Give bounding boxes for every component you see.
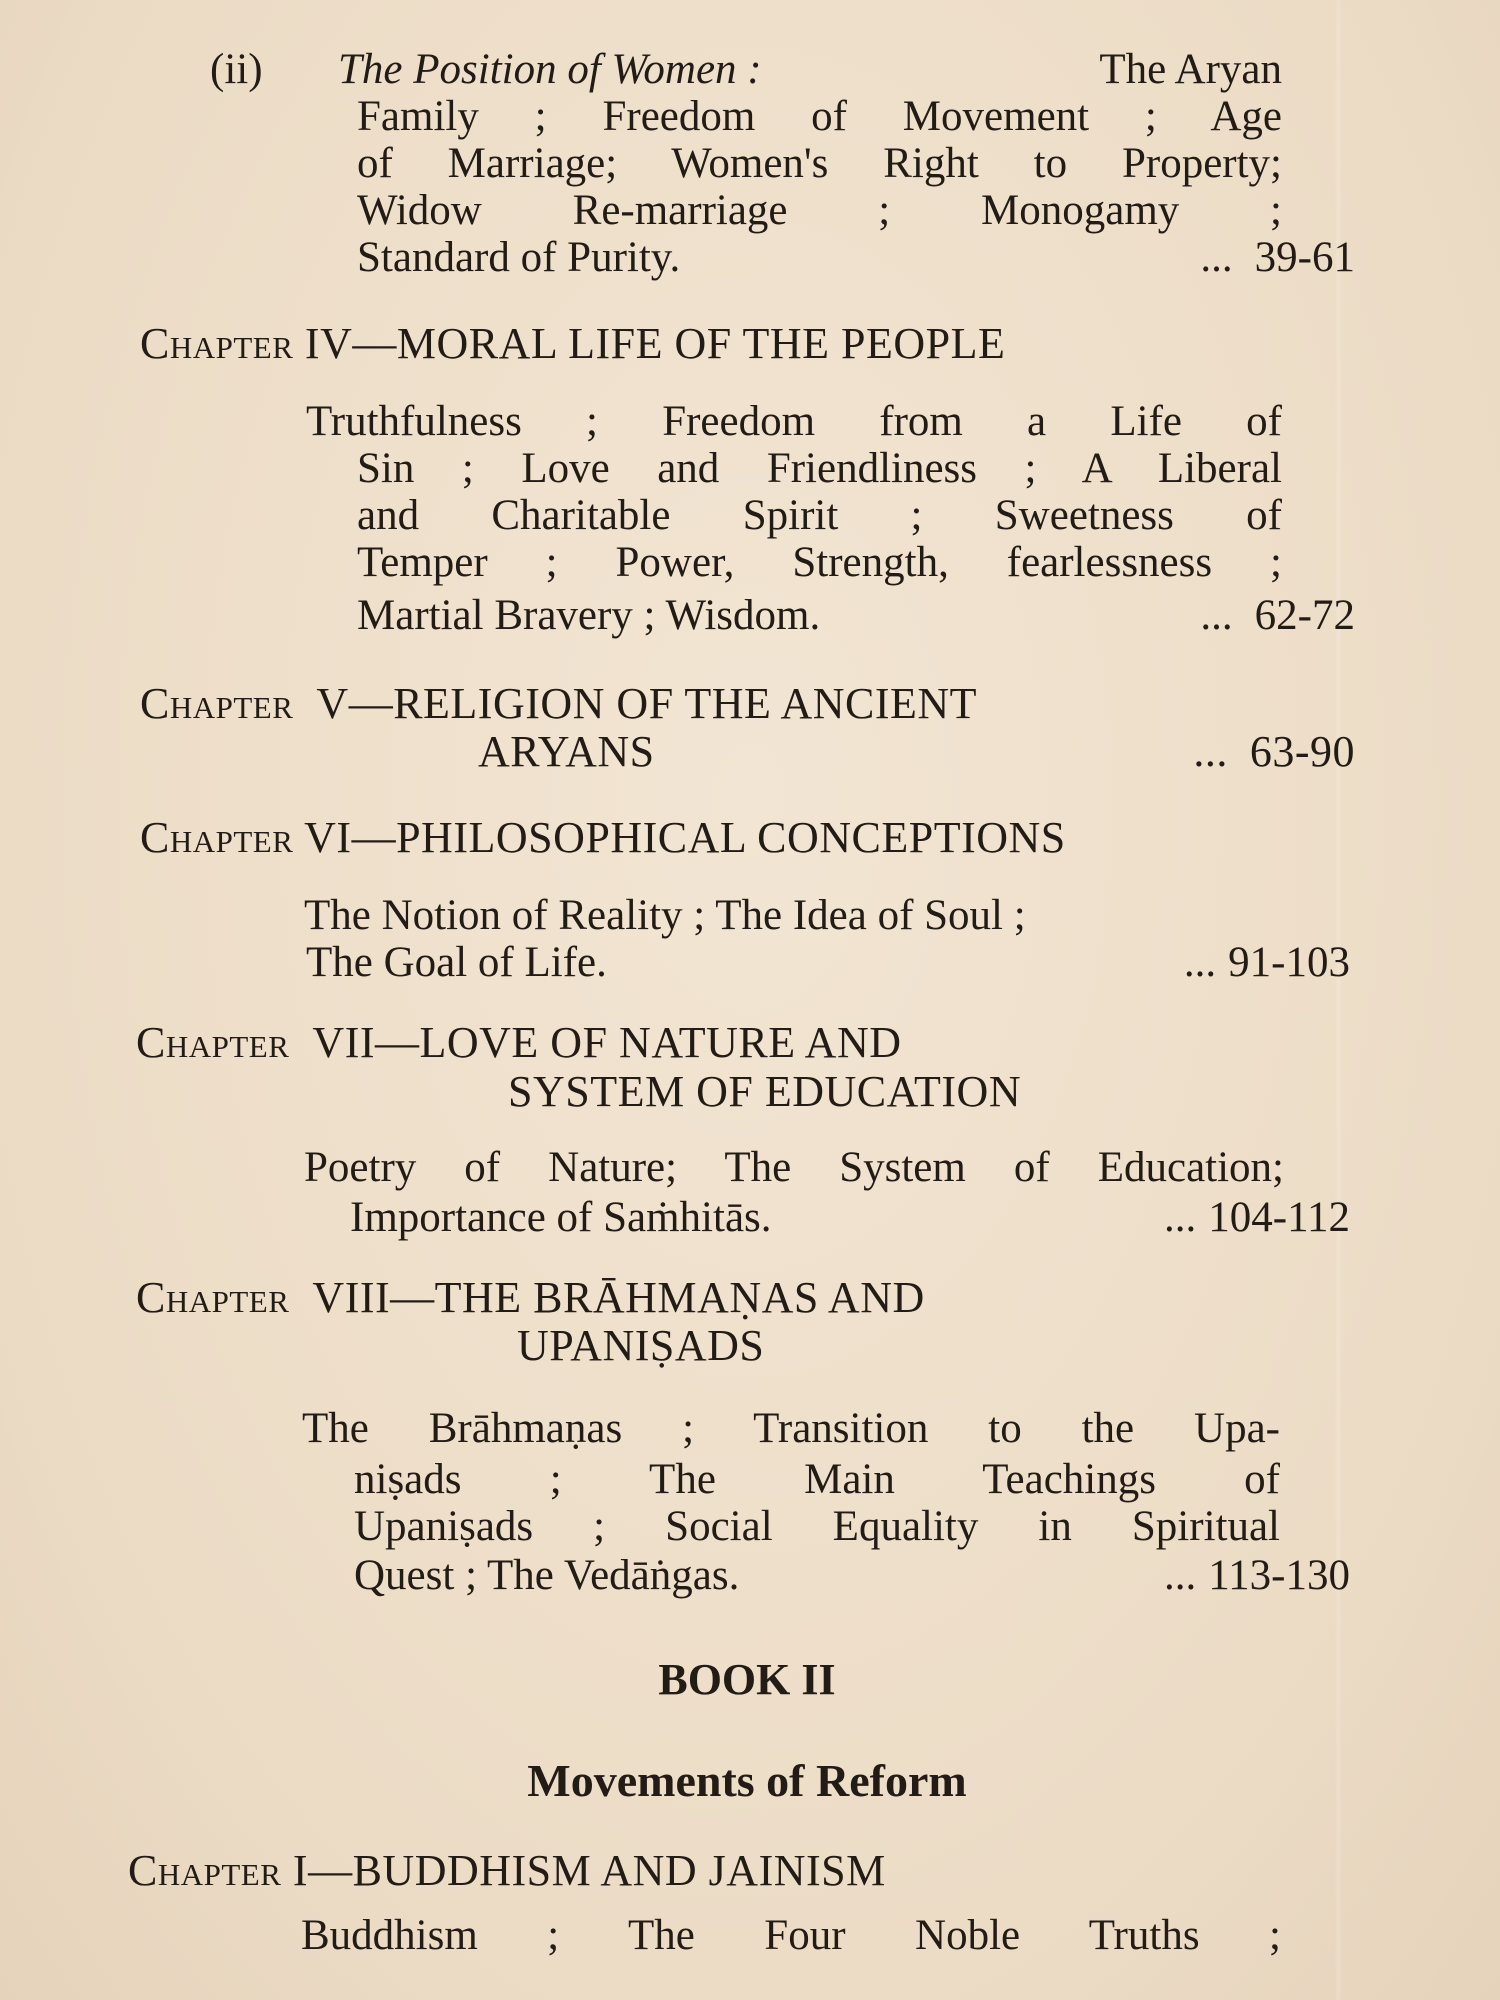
chapter-heading bbox=[128, 1847, 886, 1894]
toc-line: Widow Re-marriage ; Monogamy ; bbox=[357, 187, 1282, 234]
chapter-title: IV—MORAL LIFE OF THE PEOPLE bbox=[304, 319, 1006, 368]
section-title: The Position of Women : bbox=[338, 46, 762, 93]
toc-line: of Marriage; Women's Right to Property; bbox=[357, 140, 1282, 187]
page-range: 91-103 bbox=[1228, 939, 1350, 986]
leader-dots: ... bbox=[1200, 592, 1233, 639]
section-number: (ii) bbox=[210, 46, 263, 93]
leader-dots: ... bbox=[1183, 939, 1217, 986]
chapter-label: Chapter bbox=[136, 1018, 290, 1067]
toc-line-with-pages bbox=[350, 1194, 1350, 1241]
page-range: 113-130 bbox=[1208, 1552, 1350, 1599]
page-range: 63-90 bbox=[1249, 727, 1355, 776]
chapter-label: Chapter bbox=[140, 679, 294, 728]
toc-line: The Notion of Reality ; The Idea of Soul ; bbox=[304, 892, 1026, 939]
chapter-title: VI—PHILOSOPHICAL CONCEPTIONS bbox=[304, 813, 1066, 862]
chapter-heading bbox=[136, 1019, 902, 1066]
toc-line: and Charitable Spirit ; Sweetness of bbox=[357, 492, 1282, 539]
toc-line: Sin ; Love and Friendliness ; A Liberal bbox=[357, 445, 1282, 492]
leader-dots: ... bbox=[1164, 1552, 1197, 1599]
toc-line: The Goal of Life. bbox=[306, 939, 607, 986]
toc-line-with-pages bbox=[354, 1552, 1350, 1599]
toc-line: Quest ; The Vedāṅgas. bbox=[354, 1552, 740, 1599]
chapter-heading bbox=[140, 320, 1005, 367]
chapter-title: I—BUDDHISM AND JAINISM bbox=[292, 1846, 886, 1895]
toc-line-with-pages bbox=[357, 234, 1355, 281]
section-title-line bbox=[338, 46, 1282, 93]
chapter-title: VIII—THE BRĀHMAṆAS AND bbox=[312, 1273, 925, 1322]
chapter-heading bbox=[140, 814, 1066, 861]
toc-line: Importance of Saṁhitās. bbox=[350, 1194, 772, 1241]
chapter-label: Chapter bbox=[140, 319, 294, 368]
chapter-heading bbox=[136, 1274, 925, 1321]
toc-line-with-pages bbox=[306, 939, 1350, 986]
toc-line: Upaniṣads ; Social Equality in Spiritual bbox=[354, 1503, 1280, 1550]
chapter-label: Chapter bbox=[136, 1273, 290, 1322]
toc-line: Family ; Freedom of Movement ; Age bbox=[357, 93, 1282, 140]
chapter-title: V—RELIGION OF THE ANCIENT bbox=[316, 679, 978, 728]
chapter-label: Chapter bbox=[128, 1846, 282, 1895]
leader-dots: ... bbox=[1200, 234, 1233, 281]
toc-line: Martial Bravery ; Wisdom. bbox=[357, 592, 821, 639]
toc-line: niṣads ; The Main Teachings of bbox=[354, 1456, 1280, 1503]
toc-line: Truthfulness ; Freedom from a Life of bbox=[306, 398, 1282, 445]
toc-line: The Brāhmaṇas ; Transition to the Upa- bbox=[302, 1405, 1280, 1452]
toc-line: Standard of Purity. bbox=[357, 234, 681, 281]
book-title: BOOK II bbox=[658, 1655, 836, 1704]
toc-line: Buddhism ; The Four Noble Truths ; bbox=[301, 1912, 1281, 1959]
chapter-title-continued: ARYANS bbox=[478, 727, 655, 776]
chapter-title: VII—LOVE OF NATURE AND bbox=[312, 1018, 902, 1067]
page-range: 62-72 bbox=[1254, 592, 1355, 639]
book-subtitle: Movements of Reform bbox=[527, 1755, 967, 1806]
leader-dots: ... bbox=[1193, 727, 1228, 776]
toc-line-with-pages bbox=[357, 592, 1355, 639]
page-range: 104-112 bbox=[1208, 1194, 1350, 1241]
chapter-label: Chapter bbox=[140, 813, 294, 862]
toc-line: The Aryan bbox=[1099, 46, 1282, 93]
chapter-title-continued: UPANIṢADS bbox=[517, 1321, 765, 1370]
page-range: 39-61 bbox=[1254, 234, 1355, 281]
toc-line: Poetry of Nature; The System of Education; bbox=[304, 1144, 1284, 1191]
leader-dots: ... bbox=[1164, 1194, 1197, 1241]
chapter-heading bbox=[140, 680, 977, 727]
chapter-title-continued: SYSTEM OF EDUCATION bbox=[508, 1067, 1022, 1116]
chapter-heading-continued bbox=[478, 728, 1355, 775]
toc-line: Temper ; Power, Strength, fearlessness ; bbox=[357, 539, 1282, 586]
